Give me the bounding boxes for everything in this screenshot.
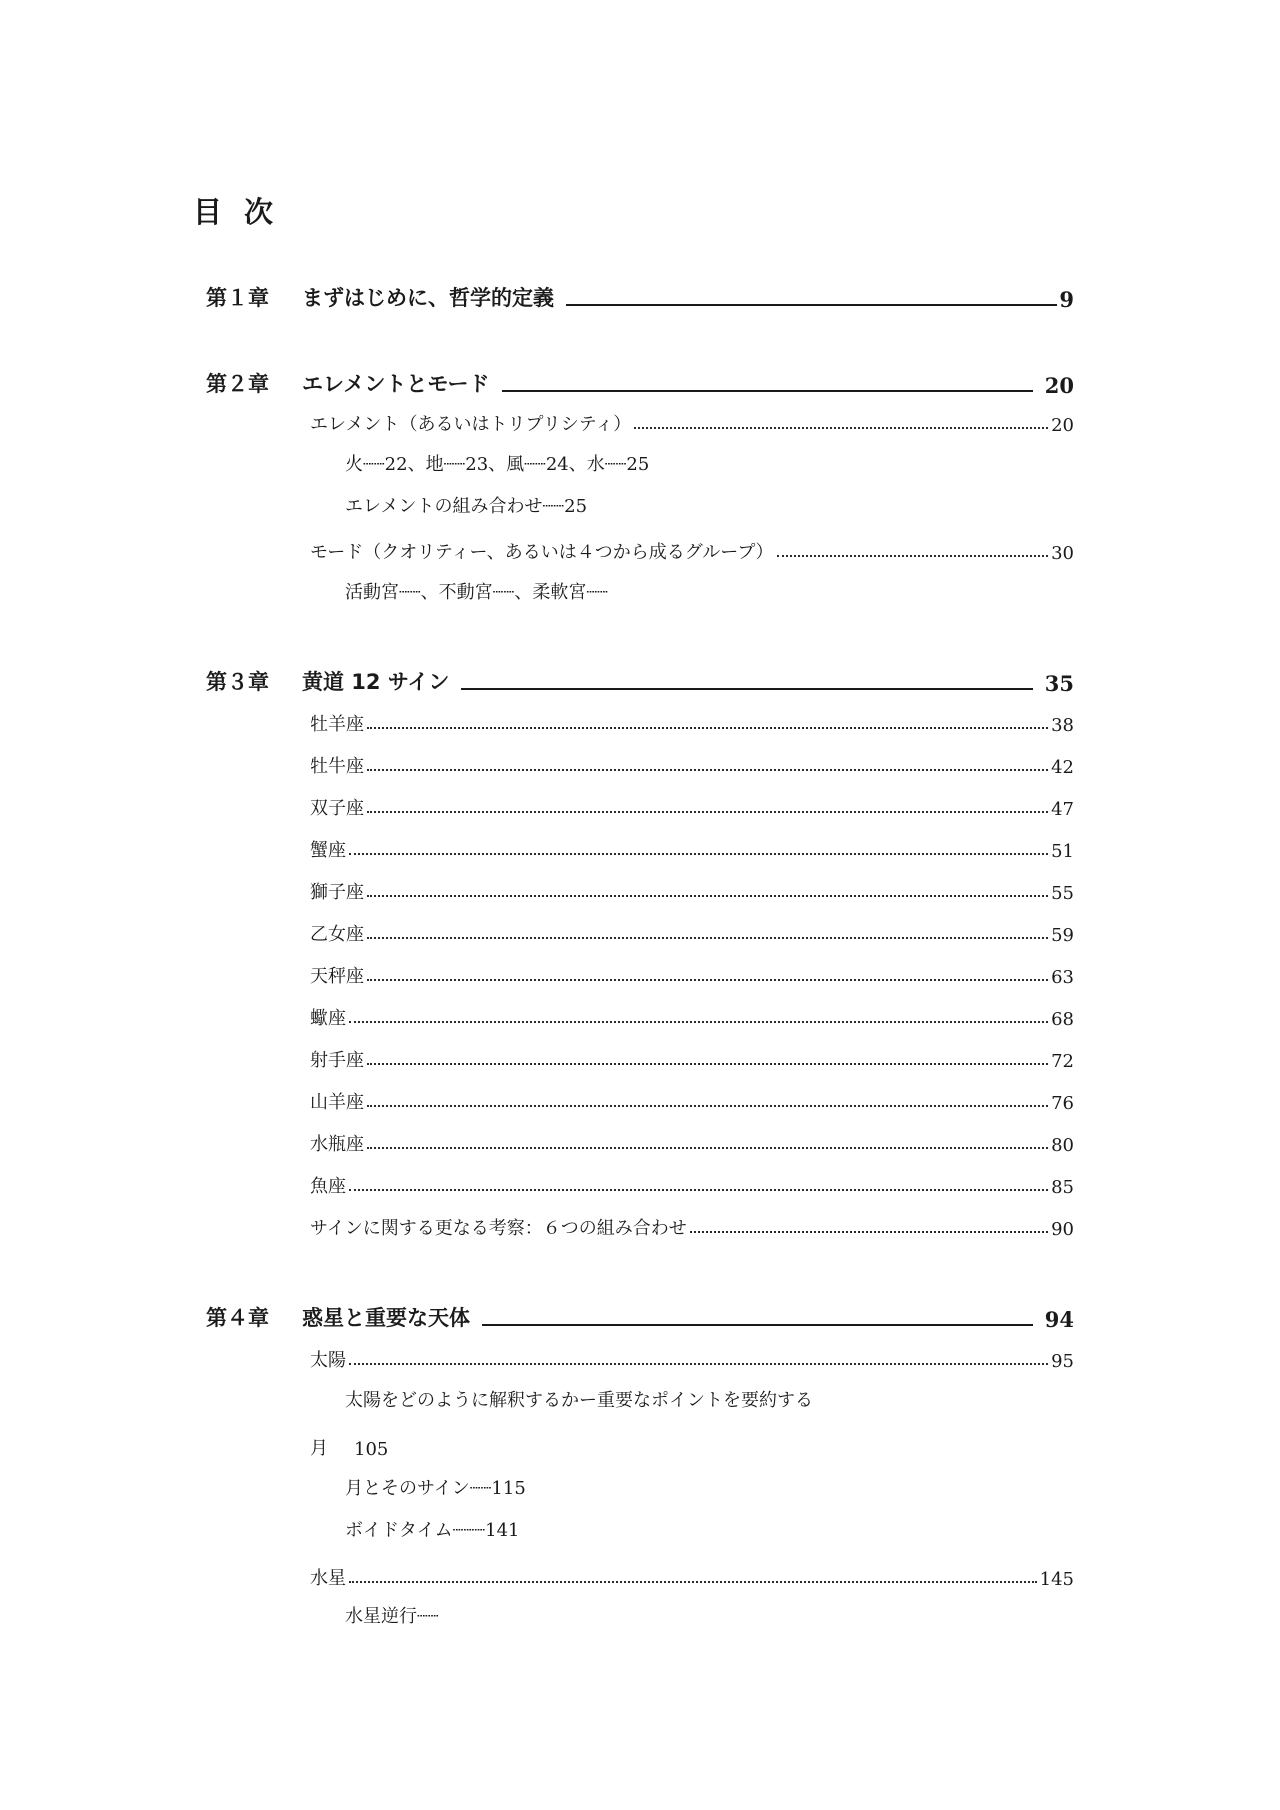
leader-rule bbox=[461, 688, 1032, 690]
entry-title: エレメント（あるいはトリプリシティ） bbox=[310, 414, 632, 435]
sub-entry: 活動宮┈┈、不動宮┈┈、柔軟宮┈┈ bbox=[345, 582, 609, 603]
entry-title: 双子座 bbox=[310, 798, 364, 819]
entry-title: 蟹座 bbox=[310, 840, 346, 861]
chapter-1-row[interactable] bbox=[206, 276, 1074, 312]
toc-entry[interactable] bbox=[310, 958, 1074, 988]
entry-title: 太陽 bbox=[310, 1350, 346, 1371]
dot-leader bbox=[367, 769, 1048, 771]
page-number: 68 bbox=[1051, 1009, 1074, 1030]
sub-entry: 火┈┈22、地┈┈23、風┈┈24、水┈┈25 bbox=[345, 454, 650, 475]
chapter-title: まずはじめに、哲学的定義 bbox=[302, 286, 554, 310]
page-number: 85 bbox=[1051, 1177, 1074, 1198]
dot-leader bbox=[367, 1105, 1048, 1107]
page-number: 94 bbox=[1044, 1307, 1074, 1332]
leader-rule bbox=[566, 304, 1057, 306]
entry-title: 獅子座 bbox=[310, 882, 364, 903]
toc-entry[interactable] bbox=[310, 1084, 1074, 1114]
chapter-title: 黄道 12 サイン bbox=[302, 670, 450, 694]
dot-leader bbox=[777, 555, 1049, 557]
page-number: 72 bbox=[1051, 1051, 1074, 1072]
page-number: 95 bbox=[1051, 1351, 1074, 1372]
dot-leader bbox=[367, 1063, 1048, 1065]
toc-entry[interactable] bbox=[310, 1342, 1074, 1372]
sub-entry: 水星逆行┈┈ bbox=[345, 1606, 439, 1627]
dot-leader bbox=[367, 979, 1048, 981]
page-number: 105 bbox=[354, 1439, 389, 1460]
toc-entry[interactable] bbox=[310, 706, 1074, 736]
dot-leader bbox=[367, 727, 1048, 729]
entry-title: 乙女座 bbox=[310, 924, 364, 945]
toc-title: 目次 bbox=[193, 195, 296, 229]
page-number: 9 bbox=[1059, 287, 1074, 312]
entry-title: 月 bbox=[310, 1438, 328, 1459]
entry-title: モード（クオリティー、あるいは４つから成るグループ） bbox=[310, 542, 774, 563]
dot-leader bbox=[349, 1189, 1048, 1191]
page-number: 20 bbox=[1051, 415, 1074, 436]
sub-entry: 太陽をどのように解釈するかー重要なポイントを要約する bbox=[345, 1390, 813, 1411]
chapter-number: 第１章 bbox=[206, 286, 269, 310]
sub-entry: エレメントの組み合わせ┈┈25 bbox=[345, 496, 588, 517]
entry-title: 魚座 bbox=[310, 1176, 346, 1197]
chapter-number: 第２章 bbox=[206, 372, 269, 396]
toc-entry[interactable] bbox=[310, 1000, 1074, 1030]
page-number: 51 bbox=[1051, 841, 1074, 862]
toc-entry[interactable] bbox=[310, 832, 1074, 862]
dot-leader bbox=[349, 1021, 1048, 1023]
toc-entry[interactable] bbox=[310, 790, 1074, 820]
dot-leader bbox=[349, 1581, 1037, 1583]
entry-title: 水星 bbox=[310, 1568, 346, 1589]
page-number: 30 bbox=[1051, 543, 1074, 564]
chapter-title: エレメントとモード bbox=[302, 372, 490, 396]
dot-leader bbox=[349, 1363, 1048, 1365]
leader-rule bbox=[502, 390, 1033, 392]
toc-entry[interactable] bbox=[310, 916, 1074, 946]
toc-entry[interactable] bbox=[310, 1560, 1074, 1590]
dot-leader bbox=[367, 811, 1048, 813]
entry-title: サインに関する更なる考察：６つの組み合わせ bbox=[310, 1218, 687, 1239]
chapter-number: 第４章 bbox=[206, 1306, 269, 1330]
dot-leader bbox=[367, 1147, 1048, 1149]
page-number: 90 bbox=[1051, 1219, 1074, 1240]
entry-title: 牡羊座 bbox=[310, 714, 364, 735]
toc-entry[interactable] bbox=[310, 1168, 1074, 1198]
dot-leader bbox=[690, 1231, 1048, 1233]
entry-title: 射手座 bbox=[310, 1050, 364, 1071]
dot-leader bbox=[367, 937, 1048, 939]
sub-entry: ボイドタイム┈┈┈141 bbox=[345, 1520, 520, 1541]
chapter-3-row[interactable] bbox=[206, 660, 1074, 696]
dot-leader bbox=[349, 853, 1048, 855]
toc-entry[interactable] bbox=[310, 1126, 1074, 1156]
page-number: 59 bbox=[1051, 925, 1074, 946]
dot-leader bbox=[367, 895, 1048, 897]
entry-title: 天秤座 bbox=[310, 966, 364, 987]
toc-entry[interactable] bbox=[310, 534, 1074, 564]
toc-entry[interactable] bbox=[310, 406, 1074, 436]
page-number: 47 bbox=[1051, 799, 1074, 820]
page-number: 80 bbox=[1051, 1135, 1074, 1156]
dot-leader bbox=[634, 427, 1048, 429]
chapter-title: 惑星と重要な天体 bbox=[302, 1306, 470, 1330]
toc-entry[interactable] bbox=[310, 1210, 1074, 1240]
toc-entry[interactable] bbox=[310, 1042, 1074, 1072]
leader-rule bbox=[482, 1324, 1033, 1326]
page-number: 145 bbox=[1039, 1569, 1074, 1590]
entry-title: 水瓶座 bbox=[310, 1134, 364, 1155]
chapter-number: 第３章 bbox=[206, 670, 269, 694]
toc-entry-moon[interactable] bbox=[310, 1430, 388, 1460]
chapter-4-row[interactable] bbox=[206, 1296, 1074, 1332]
page-number: 55 bbox=[1051, 883, 1074, 904]
toc-entry[interactable] bbox=[310, 748, 1074, 778]
entry-title: 蠍座 bbox=[310, 1008, 346, 1029]
toc-entry[interactable] bbox=[310, 874, 1074, 904]
page-number: 20 bbox=[1044, 373, 1074, 398]
page-number: 63 bbox=[1051, 967, 1074, 988]
entry-title: 牡牛座 bbox=[310, 756, 364, 777]
entry-title: 山羊座 bbox=[310, 1092, 364, 1113]
page-number: 38 bbox=[1051, 715, 1074, 736]
page-number: 76 bbox=[1051, 1093, 1074, 1114]
chapter-2-row[interactable] bbox=[206, 362, 1074, 398]
sub-entry: 月とそのサイン┈┈115 bbox=[345, 1478, 526, 1499]
page-number: 35 bbox=[1044, 671, 1074, 696]
page-number: 42 bbox=[1051, 757, 1074, 778]
